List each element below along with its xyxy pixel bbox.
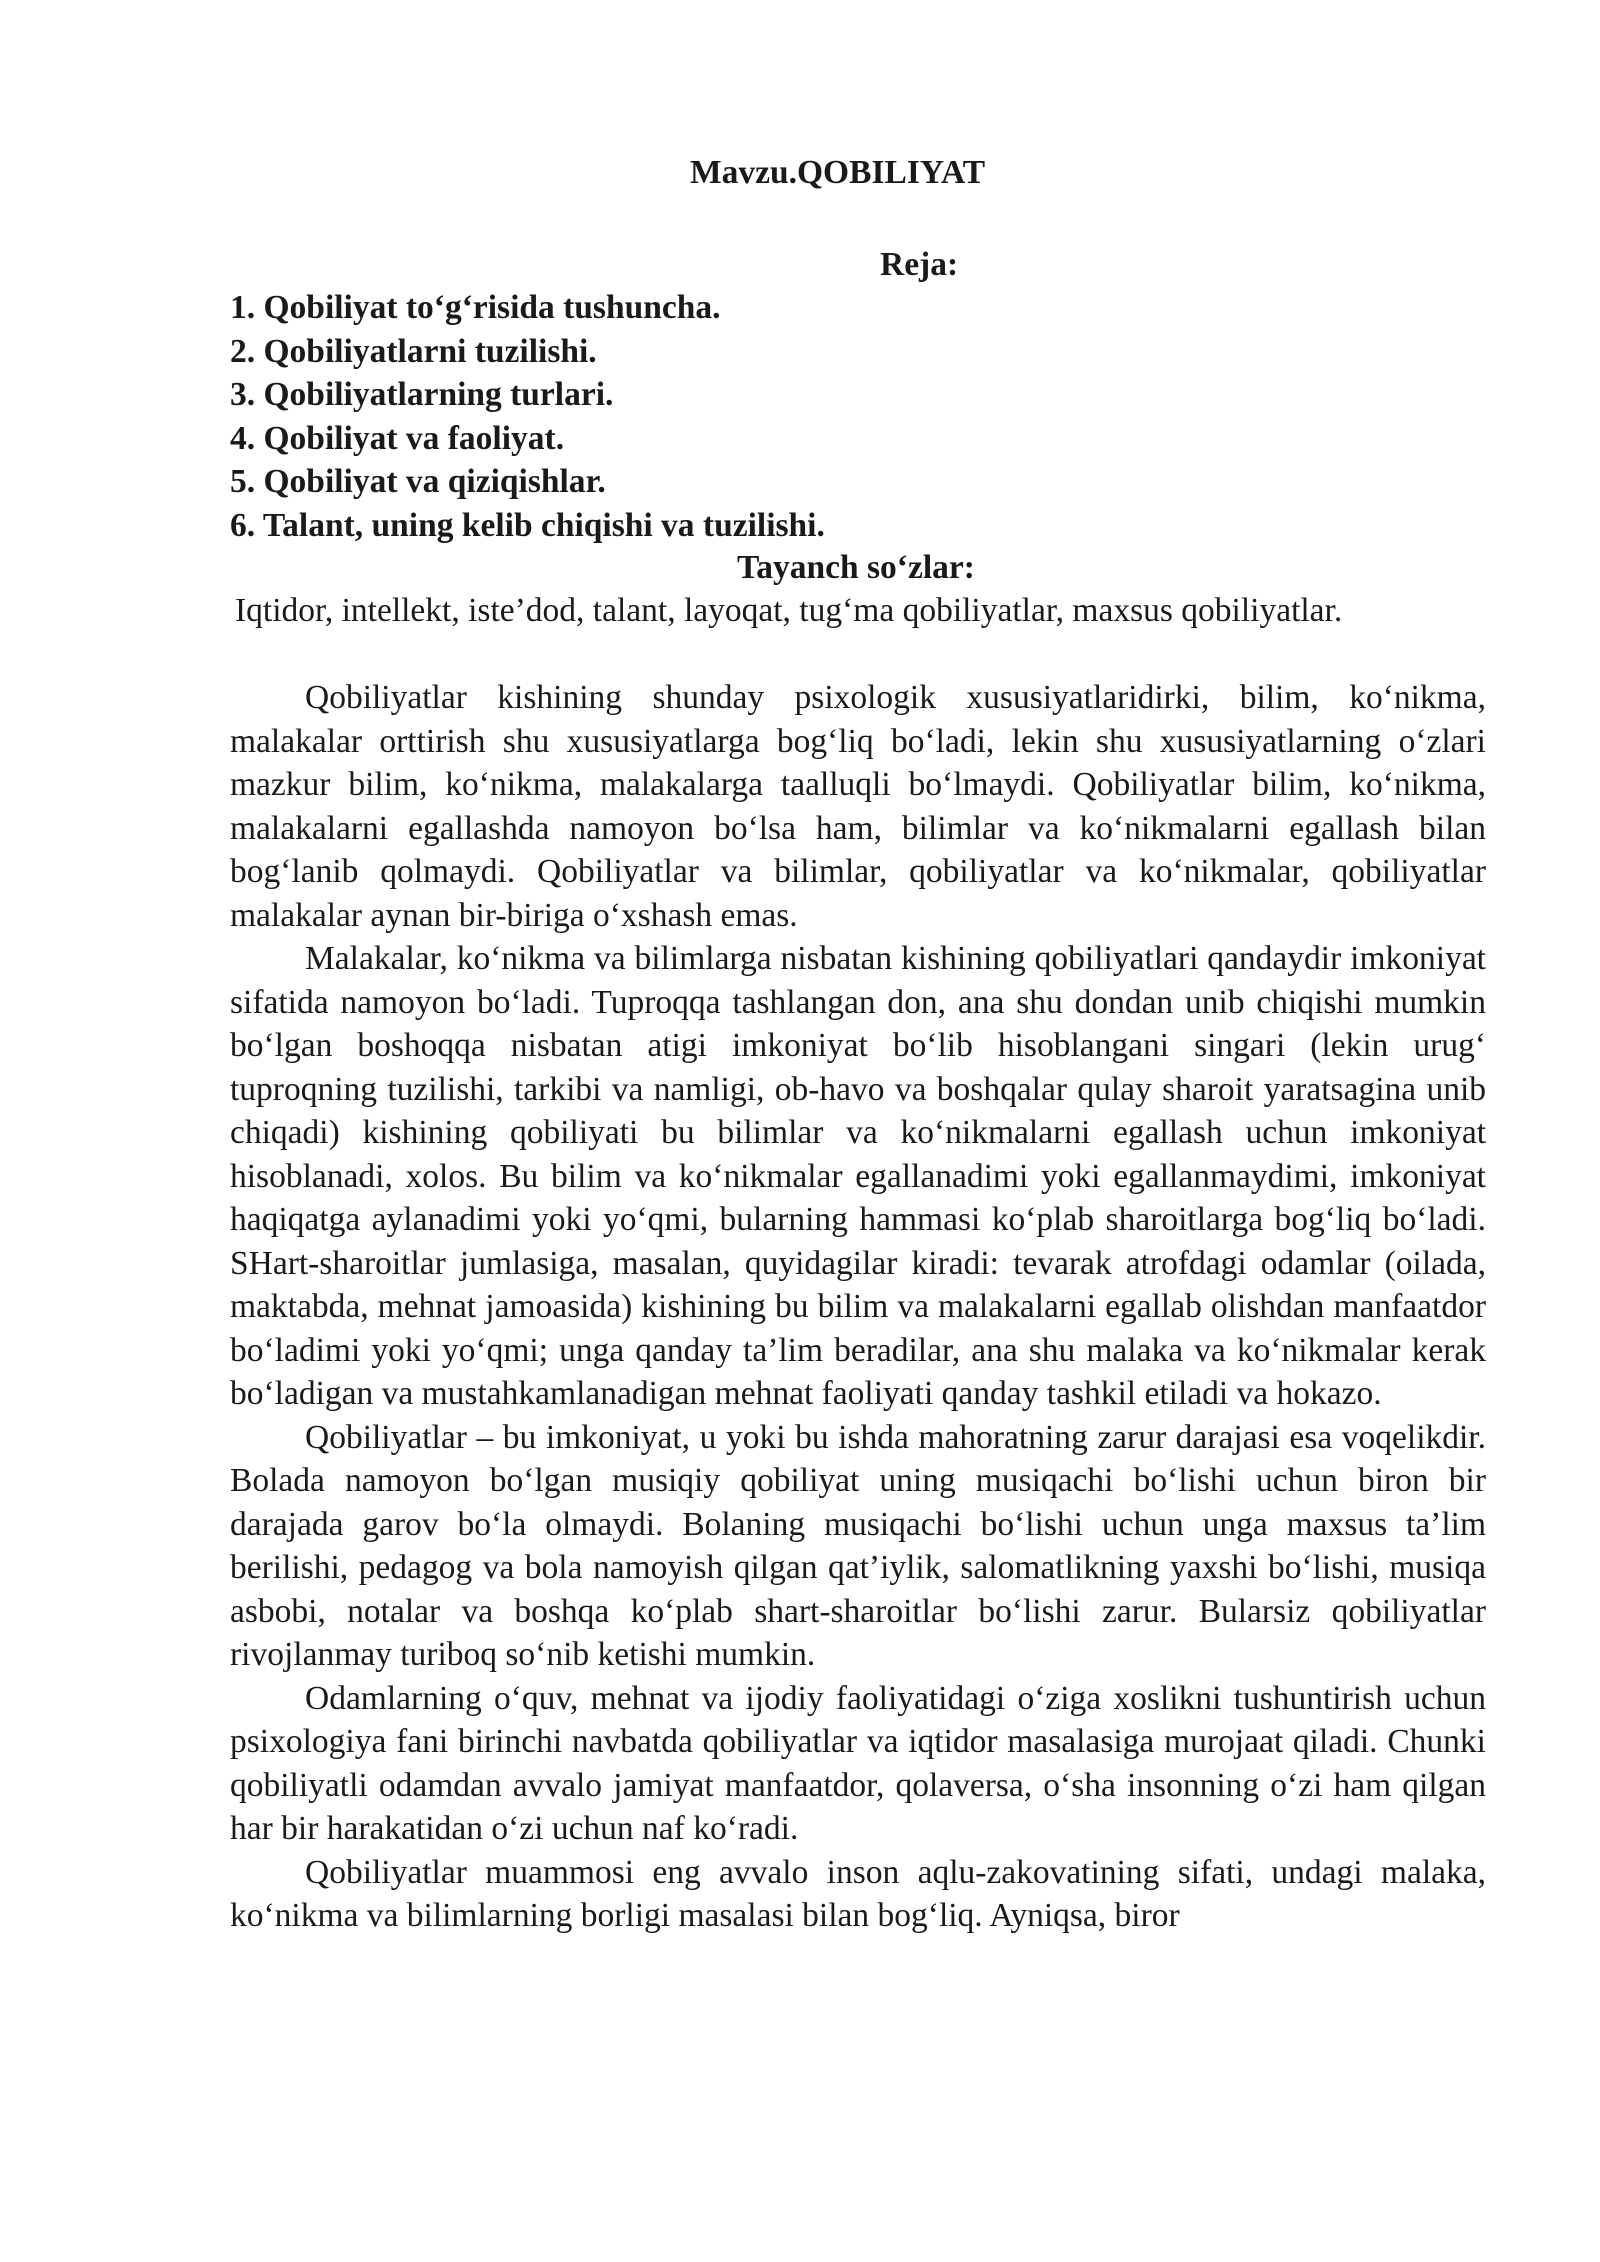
- plan-item: 4. Qobiliyat va faoliyat.: [230, 419, 565, 457]
- plan-item: 6. Talant, uning kelib chiqishi va tuzilishi.: [230, 506, 825, 544]
- keywords-heading: Tayanch so‘zlar:: [737, 549, 975, 586]
- body-text: [230, 676, 1486, 1938]
- plan-heading: Reja:: [880, 246, 959, 283]
- plan-item: 1. Qobiliyat to‘g‘risida tushuncha.: [230, 289, 721, 326]
- plan-item: 2. Qobiliyatlarni tuzilishi.: [230, 332, 597, 370]
- page-title: Mavzu.QOBILIYAT: [690, 154, 986, 191]
- keywords-text: Iqtidor, intellekt, iste’dod, talant, layoqat, tug‘ma qobiliyatlar, maxsus qobiliyatlar.: [235, 592, 1343, 629]
- plan-item: 3. Qobiliyatlarning turlari.: [230, 376, 614, 413]
- paragraph: Odamlarning o‘quv, mehnat va ijodiy faoliyatidagi o‘ziga xoslikni tushuntirish uchun psixologiya fani birinchi navbatda qobiliyatlar va iqtidor masalasiga murojaat qiladi. Chunki qobiliyatli odamdan avvalo jamiyat manfaatdor, qolaversa, o‘sha insonning o‘zi ham qilgan har bir harakatidan o‘zi uchun naf ko‘radi.: [230, 1679, 1486, 1847]
- paragraph: Qobiliyatlar kishining shunday psixologik xususiyatlaridirki, bilim, ko‘nikma, malakalar orttirish shu xususiyatlarga bog‘liq bo‘ladi, lekin shu xususiyatlarning o‘zlari mazkur bilim, ko‘nikma, malakalarga taalluqli bo‘lmaydi. Qobiliyatlar bilim, ko‘nikma, malakalarni egallashda namoyon bo‘lsa ham, bilimlar va ko‘nikmalarni egallash bilan bog‘lanib qolmaydi. Qobiliyatlar va bilimlar, qobiliyatlar va ko‘nikmalar, qobiliyatlar malakalar aynan bir-biriga o‘xshash emas.: [230, 679, 1486, 934]
- plan-item: 5. Qobiliyat va qiziqishlar.: [230, 463, 606, 500]
- plan-list: [230, 286, 825, 547]
- paragraph: Qobiliyatlar muammosi eng avvalo inson aqlu-zakovatining sifati, undagi malaka, ko‘nikma va bilimlarning borligi masalasi bilan bog‘liq. Ayniqsa, biror: [230, 1853, 1486, 1934]
- paragraph: Malakalar, ko‘nikma va bilimlarga nisbatan kishining qobiliyatlari qandaydir imkoniyat sifatida namoyon bo‘ladi. Tuproqqa tashlangan don, ana shu dondan unib chiqishi mumkin bo‘lgan boshoqqa nisbatan atigi imkoniyat bo‘lib hisoblangani singari (lekin urug‘ tuproqning tuzilishi, tarkibi va namligi, ob-havo va boshqalar qulay sharoit yaratsagina unib chiqadi) kishining qobiliyati bu bilimlar va ko‘nikmalarni egallash uchun imkoniyat hisoblanadi, xolos. Bu bilim va ko‘nikmalar egallanadimi yoki egallanmaydimi, imkoniyat haqiqatga aylanadimi yoki yo‘qmi, bularning hammasi ko‘plab sharoitlarga bog‘liq bo‘ladi. SHart-sharoitlar jumlasiga, masalan, quyidagilar kiradi: tevarak atrofdagi odamlar (oilada, maktabda, mehnat jamoasida) kishining bu bilim va malakalarni egallab olishdan manfaatdor bo‘ladimi yoki yo‘qmi; unga qanday ta’lim beradilar, ana shu malaka va ko‘nikmalar kerak bo‘ladigan va mustahkamlanadigan mehnat faoliyati qanday tashkil etiladi va hokazo.: [230, 940, 1486, 1412]
- paragraph: Qobiliyatlar – bu imkoniyat, u yoki bu ishda mahoratning zarur darajasi esa voqelikdir. Bolada namoyon bo‘lgan musiqiy qobiliyat uning musiqachi bo‘lishi uchun biron bir darajada garov bo‘la olmaydi. Bolaning musiqachi bo‘lishi uchun unga maxsus ta’lim berilishi, pedagog va bola namoyish qilgan qat’iylik, salomatlikning yaxshi bo‘lishi, musiqa asbobi, notalar va boshqa ko‘plab shart-sharoitlar bo‘lishi zarur. Bularsiz qobiliyatlar rivojlanmay turiboq so‘nib ketishi mumkin.: [230, 1418, 1486, 1673]
